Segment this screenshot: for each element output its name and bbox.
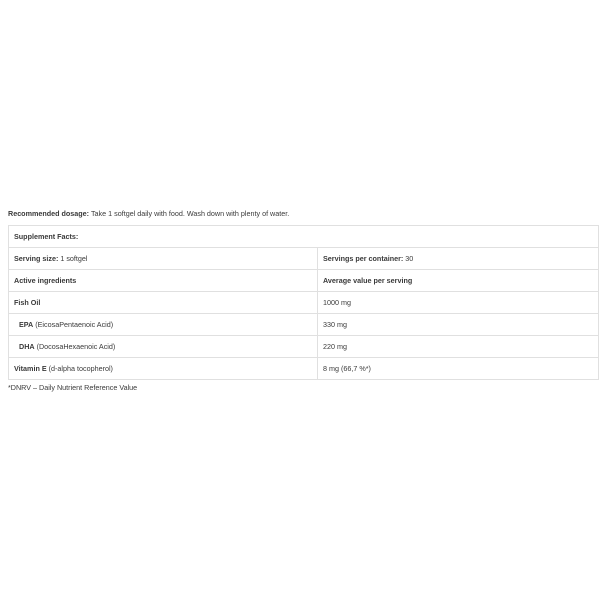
ingredient-name: EPA: [19, 320, 34, 329]
servings-per-container-label: Servings per container:: [323, 254, 404, 263]
ingredient-detail: (d-alpha tocopherol): [46, 364, 113, 373]
ingredient-name-cell: [9, 292, 318, 314]
ingredient-value: 220 mg: [318, 336, 599, 358]
ingredient-name: DHA: [19, 342, 35, 351]
ingredient-name-cell: [9, 336, 318, 358]
ingredient-name: Vitamin E: [14, 364, 47, 373]
footnote: *DNRV – Daily Nutrient Reference Value: [8, 383, 138, 392]
column-header-ingredients: Active ingredients: [9, 270, 318, 292]
ingredient-detail: (EicosaPentaenoic Acid): [33, 320, 114, 329]
ingredient-value: 1000 mg: [318, 292, 599, 314]
recommended-dosage: [8, 209, 289, 218]
table-row: [9, 248, 599, 270]
column-header-average: Average value per serving: [318, 270, 599, 292]
ingredient-value: 330 mg: [318, 314, 599, 336]
table-row: [9, 226, 599, 248]
table-row: [9, 336, 599, 358]
table-row: [9, 314, 599, 336]
servings-per-container-cell: [318, 248, 599, 270]
table-row: [9, 292, 599, 314]
serving-size-value: 1 softgel: [58, 254, 88, 263]
ingredient-detail: (DocosaHexaenoic Acid): [34, 342, 116, 351]
ingredient-value: 8 mg (66,7 %*): [318, 358, 599, 380]
servings-per-container-value: 30: [403, 254, 414, 263]
dosage-label: Recommended dosage:: [8, 209, 90, 218]
dosage-text: Take 1 softgel daily with food. Wash down with plenty of water.: [89, 209, 290, 218]
table-row: [9, 358, 599, 380]
serving-size-label: Serving size:: [14, 254, 59, 263]
table-row: [9, 270, 599, 292]
ingredient-name-cell: [9, 314, 318, 336]
supplement-facts-title: Supplement Facts:: [9, 226, 599, 248]
ingredient-name: Fish Oil: [14, 298, 41, 307]
ingredient-name-cell: [9, 358, 318, 380]
serving-size-cell: [9, 248, 318, 270]
supplement-facts-table: [8, 225, 599, 380]
